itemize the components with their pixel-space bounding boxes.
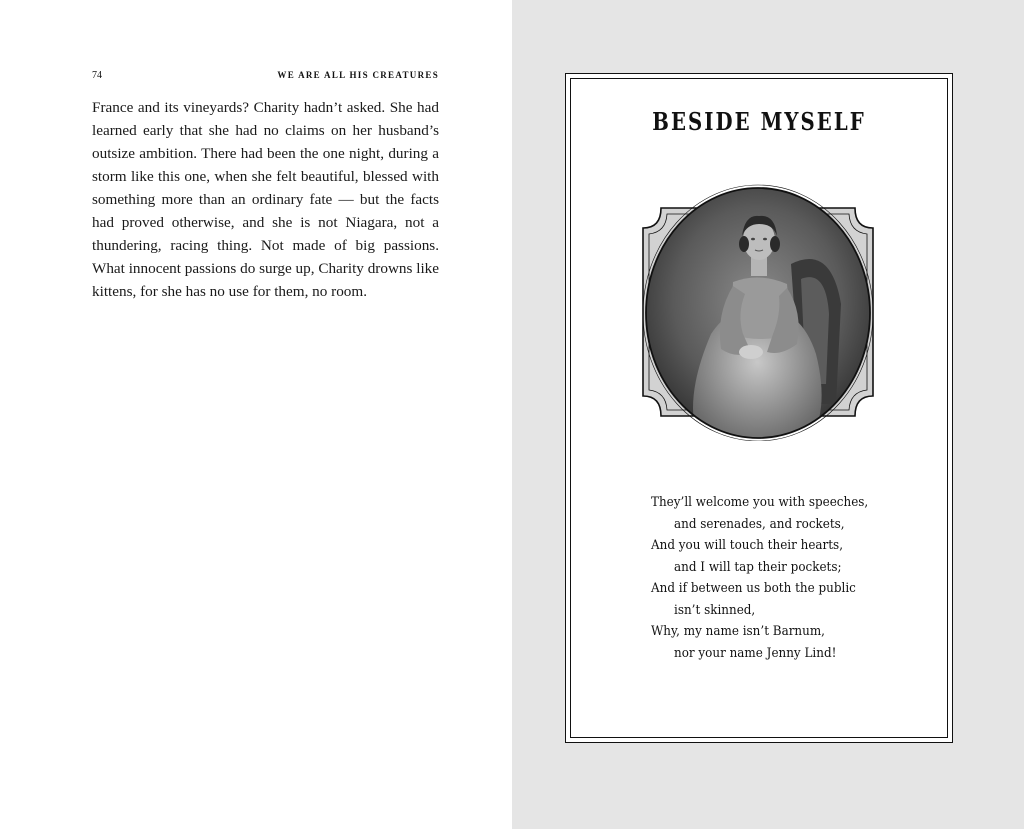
poem-line: and serenades, and rockets, xyxy=(674,516,845,532)
chapter-title: BESIDE MYSELF xyxy=(652,107,866,136)
body-paragraph: France and its vineyards? Charity hadn’t asked. She had learned early that she had no claims on her husband’s outsize ambition. There had been the one night, during a storm like this one, when she felt beautiful, blessed with something more than an ordinary fate — but the facts had proved otherwise, and she is not Niagara, not a thundering, racing thing. Not made of big passions. What innocent passions do surge up, Charity drowns like kittens, for she has no use for them, no room. xyxy=(92,99,439,300)
running-head xyxy=(92,70,439,84)
poem-line: And if between us both the public xyxy=(651,581,856,596)
poem xyxy=(651,492,869,664)
running-title: WE ARE ALL HIS CREATURES xyxy=(277,70,439,80)
poem-line: Why, my name isn’t Barnum, xyxy=(651,624,825,639)
poem-line: and I will tap their pockets; xyxy=(674,559,842,575)
poem-line: And you will touch their hearts, xyxy=(651,538,843,553)
poem-line: They’ll welcome you with speeches, xyxy=(651,495,869,510)
poem-line: isn’t skinned, xyxy=(674,602,756,618)
chapter-frame xyxy=(565,73,953,743)
poem-line: nor your name Jenny Lind! xyxy=(674,645,837,661)
portrait-photograph-icon xyxy=(641,184,875,441)
page-number: 74 xyxy=(92,70,102,81)
